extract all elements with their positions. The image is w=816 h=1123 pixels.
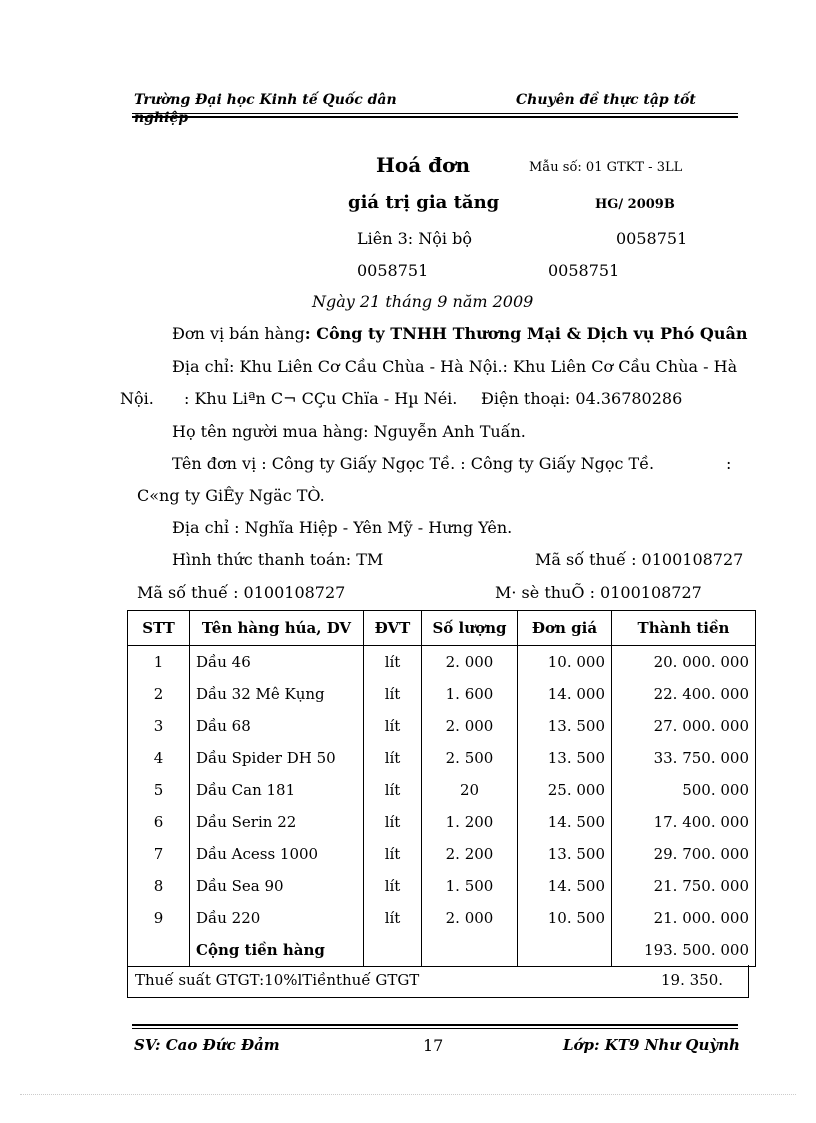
table-row [128, 774, 756, 806]
cell-unit: lít [364, 806, 422, 838]
cell-unit: lít [364, 742, 422, 774]
table-row [128, 902, 756, 934]
cell-amount: 20. 000. 000 [612, 646, 756, 679]
cell-unit: lít [364, 646, 422, 679]
cell-price: 10. 500 [518, 902, 612, 934]
header-rule [132, 113, 738, 114]
cell-unit: lít [364, 902, 422, 934]
invoice-number-right: 0058751 [616, 229, 688, 248]
header-school: Trường Đại học Kinh tế Quốc dân [134, 92, 397, 108]
cell-stt: 2 [128, 678, 190, 710]
cell-empty [518, 934, 612, 967]
table-row [128, 678, 756, 710]
cell-amount: 27. 000. 000 [612, 710, 756, 742]
table-header-row [128, 611, 756, 646]
tax-line-label: Thuế suất GTGT:10%lTiềnthuế GTGT [135, 971, 420, 989]
header-rule-thick [132, 116, 738, 118]
cell-stt: 9 [128, 902, 190, 934]
cell-stt: 5 [128, 774, 190, 806]
cell-price: 14. 500 [518, 870, 612, 902]
footer-rule-thick [132, 1024, 738, 1026]
cell-empty [364, 934, 422, 967]
seller-line [172, 324, 747, 343]
tax-line-value: 19. 350. [661, 971, 724, 989]
cell-price: 13. 500 [518, 742, 612, 774]
buyer-unit-1: Tên đơn vị : Công ty Giấy Ngọc Tề. : Công ty Giấy Ngọc Tề. [172, 454, 655, 473]
cell-unit: lít [364, 774, 422, 806]
cell-empty [128, 934, 190, 967]
seller-address-1: Địa chỉ: Khu Liên Cơ Cầu Chùa - Hà Nội.: Khu Liên Cơ Cầu Chùa - Hà [172, 357, 738, 376]
cell-stt: 8 [128, 870, 190, 902]
cell-item: Dầu Spider DH 50 [190, 742, 364, 774]
form-number: Mẫu số: 01 GTKT - 3LL [529, 160, 683, 175]
table-total-row [128, 934, 756, 967]
cell-qty: 20 [422, 774, 518, 806]
col-header-unit: ĐVT [364, 611, 422, 646]
total-label: Cộng tiền hàng [190, 934, 364, 967]
buyer-name: Họ tên người mua hàng: Nguyễn Anh Tuấn. [172, 422, 526, 441]
seller-phone: Điện thoại: 04.36780286 [481, 389, 683, 408]
table-row [128, 806, 756, 838]
col-header-price: Đơn giá [518, 611, 612, 646]
cell-stt: 6 [128, 806, 190, 838]
cell-item: Dầu Acess 1000 [190, 838, 364, 870]
header-school-cont: nghiệp [134, 110, 189, 126]
cell-unit: lít [364, 710, 422, 742]
cell-item: Dầu Serin 22 [190, 806, 364, 838]
invoice-title: Hoá đơn [376, 153, 471, 177]
cell-qty: 2. 000 [422, 902, 518, 934]
footer-class: Lớp: KT9 Như Quỳnh [563, 1036, 740, 1054]
tax-row [127, 965, 749, 998]
cell-item: Dầu Can 181 [190, 774, 364, 806]
payment-method: Hình thức thanh toán: TM [172, 550, 384, 569]
col-header-item: Tên hàng húa, DV [190, 611, 364, 646]
cell-price: 10. 000 [518, 646, 612, 679]
col-header-qty: Số lượng [422, 611, 518, 646]
cell-qty: 2. 200 [422, 838, 518, 870]
invoice-number-b: 0058751 [548, 261, 620, 280]
buyer-unit-colon: : [726, 454, 732, 473]
cell-amount: 33. 750. 000 [612, 742, 756, 774]
cell-item: Dầu 68 [190, 710, 364, 742]
cell-stt: 3 [128, 710, 190, 742]
tax-code-left: Mã số thuế : 0100108727 [137, 583, 346, 602]
footer-page-number: 17 [423, 1036, 444, 1055]
cell-unit: lít [364, 678, 422, 710]
cell-unit: lít [364, 838, 422, 870]
tax-code-garbled: M· sè thuÕ : 0100108727 [495, 583, 702, 602]
table-row [128, 838, 756, 870]
invoice-subtitle: giá trị gia tăng [348, 192, 500, 213]
cell-qty: 2. 000 [422, 710, 518, 742]
cell-stt: 7 [128, 838, 190, 870]
cell-qty: 2. 500 [422, 742, 518, 774]
table-row [128, 710, 756, 742]
invoice-date: Ngày 21 tháng 9 năm 2009 [312, 292, 534, 311]
page-bottom-edge [20, 1094, 796, 1095]
invoice-table [127, 610, 756, 967]
tax-code-right: Mã số thuế : 0100108727 [535, 550, 744, 569]
cell-stt: 4 [128, 742, 190, 774]
cell-qty: 1. 500 [422, 870, 518, 902]
cell-item: Dầu 32 Mê Kụng [190, 678, 364, 710]
invoice-copy: Liên 3: Nội bộ [357, 229, 472, 248]
invoice-serial: HG/ 2009B [595, 197, 675, 212]
cell-empty [422, 934, 518, 967]
cell-amount: 21. 000. 000 [612, 902, 756, 934]
table-row [128, 870, 756, 902]
invoice-number-a: 0058751 [357, 261, 429, 280]
total-value: 193. 500. 000 [612, 934, 756, 967]
cell-qty: 2. 000 [422, 646, 518, 679]
cell-price: 13. 500 [518, 710, 612, 742]
cell-amount: 17. 400. 000 [612, 806, 756, 838]
col-header-stt: STT [128, 611, 190, 646]
cell-stt: 1 [128, 646, 190, 679]
footer-student: SV: Cao Đức Đảm [134, 1036, 280, 1054]
buyer-address: Địa chỉ : Nghĩa Hiệp - Yên Mỹ - Hưng Yên. [172, 518, 513, 537]
cell-price: 14. 000 [518, 678, 612, 710]
cell-amount: 29. 700. 000 [612, 838, 756, 870]
table-row [128, 646, 756, 679]
table-row [128, 742, 756, 774]
buyer-unit-2: C«ng ty GiÊy Ngäc TÒ. [137, 486, 325, 505]
seller-address-2a: Nội. [120, 389, 154, 408]
seller-name: : Công ty TNHH Thương Mại & Dịch vụ Phó Quân [304, 324, 748, 343]
seller-address-2b: : Khu Liªn C¬ CÇu Chïa - Hµ Néi. [184, 389, 458, 408]
cell-unit: lít [364, 870, 422, 902]
cell-qty: 1. 200 [422, 806, 518, 838]
cell-price: 25. 000 [518, 774, 612, 806]
header-topic: Chuyên đề thực tập tốt [516, 92, 696, 108]
cell-price: 14. 500 [518, 806, 612, 838]
cell-qty: 1. 600 [422, 678, 518, 710]
cell-item: Dầu Sea 90 [190, 870, 364, 902]
cell-amount: 21. 750. 000 [612, 870, 756, 902]
cell-item: Dầu 220 [190, 902, 364, 934]
cell-item: Dầu 46 [190, 646, 364, 679]
footer-rule [132, 1028, 738, 1029]
cell-amount: 500. 000 [612, 774, 756, 806]
col-header-amount: Thành tiền [612, 611, 756, 646]
cell-price: 13. 500 [518, 838, 612, 870]
seller-label: Đơn vị bán hàng [172, 324, 305, 343]
cell-amount: 22. 400. 000 [612, 678, 756, 710]
